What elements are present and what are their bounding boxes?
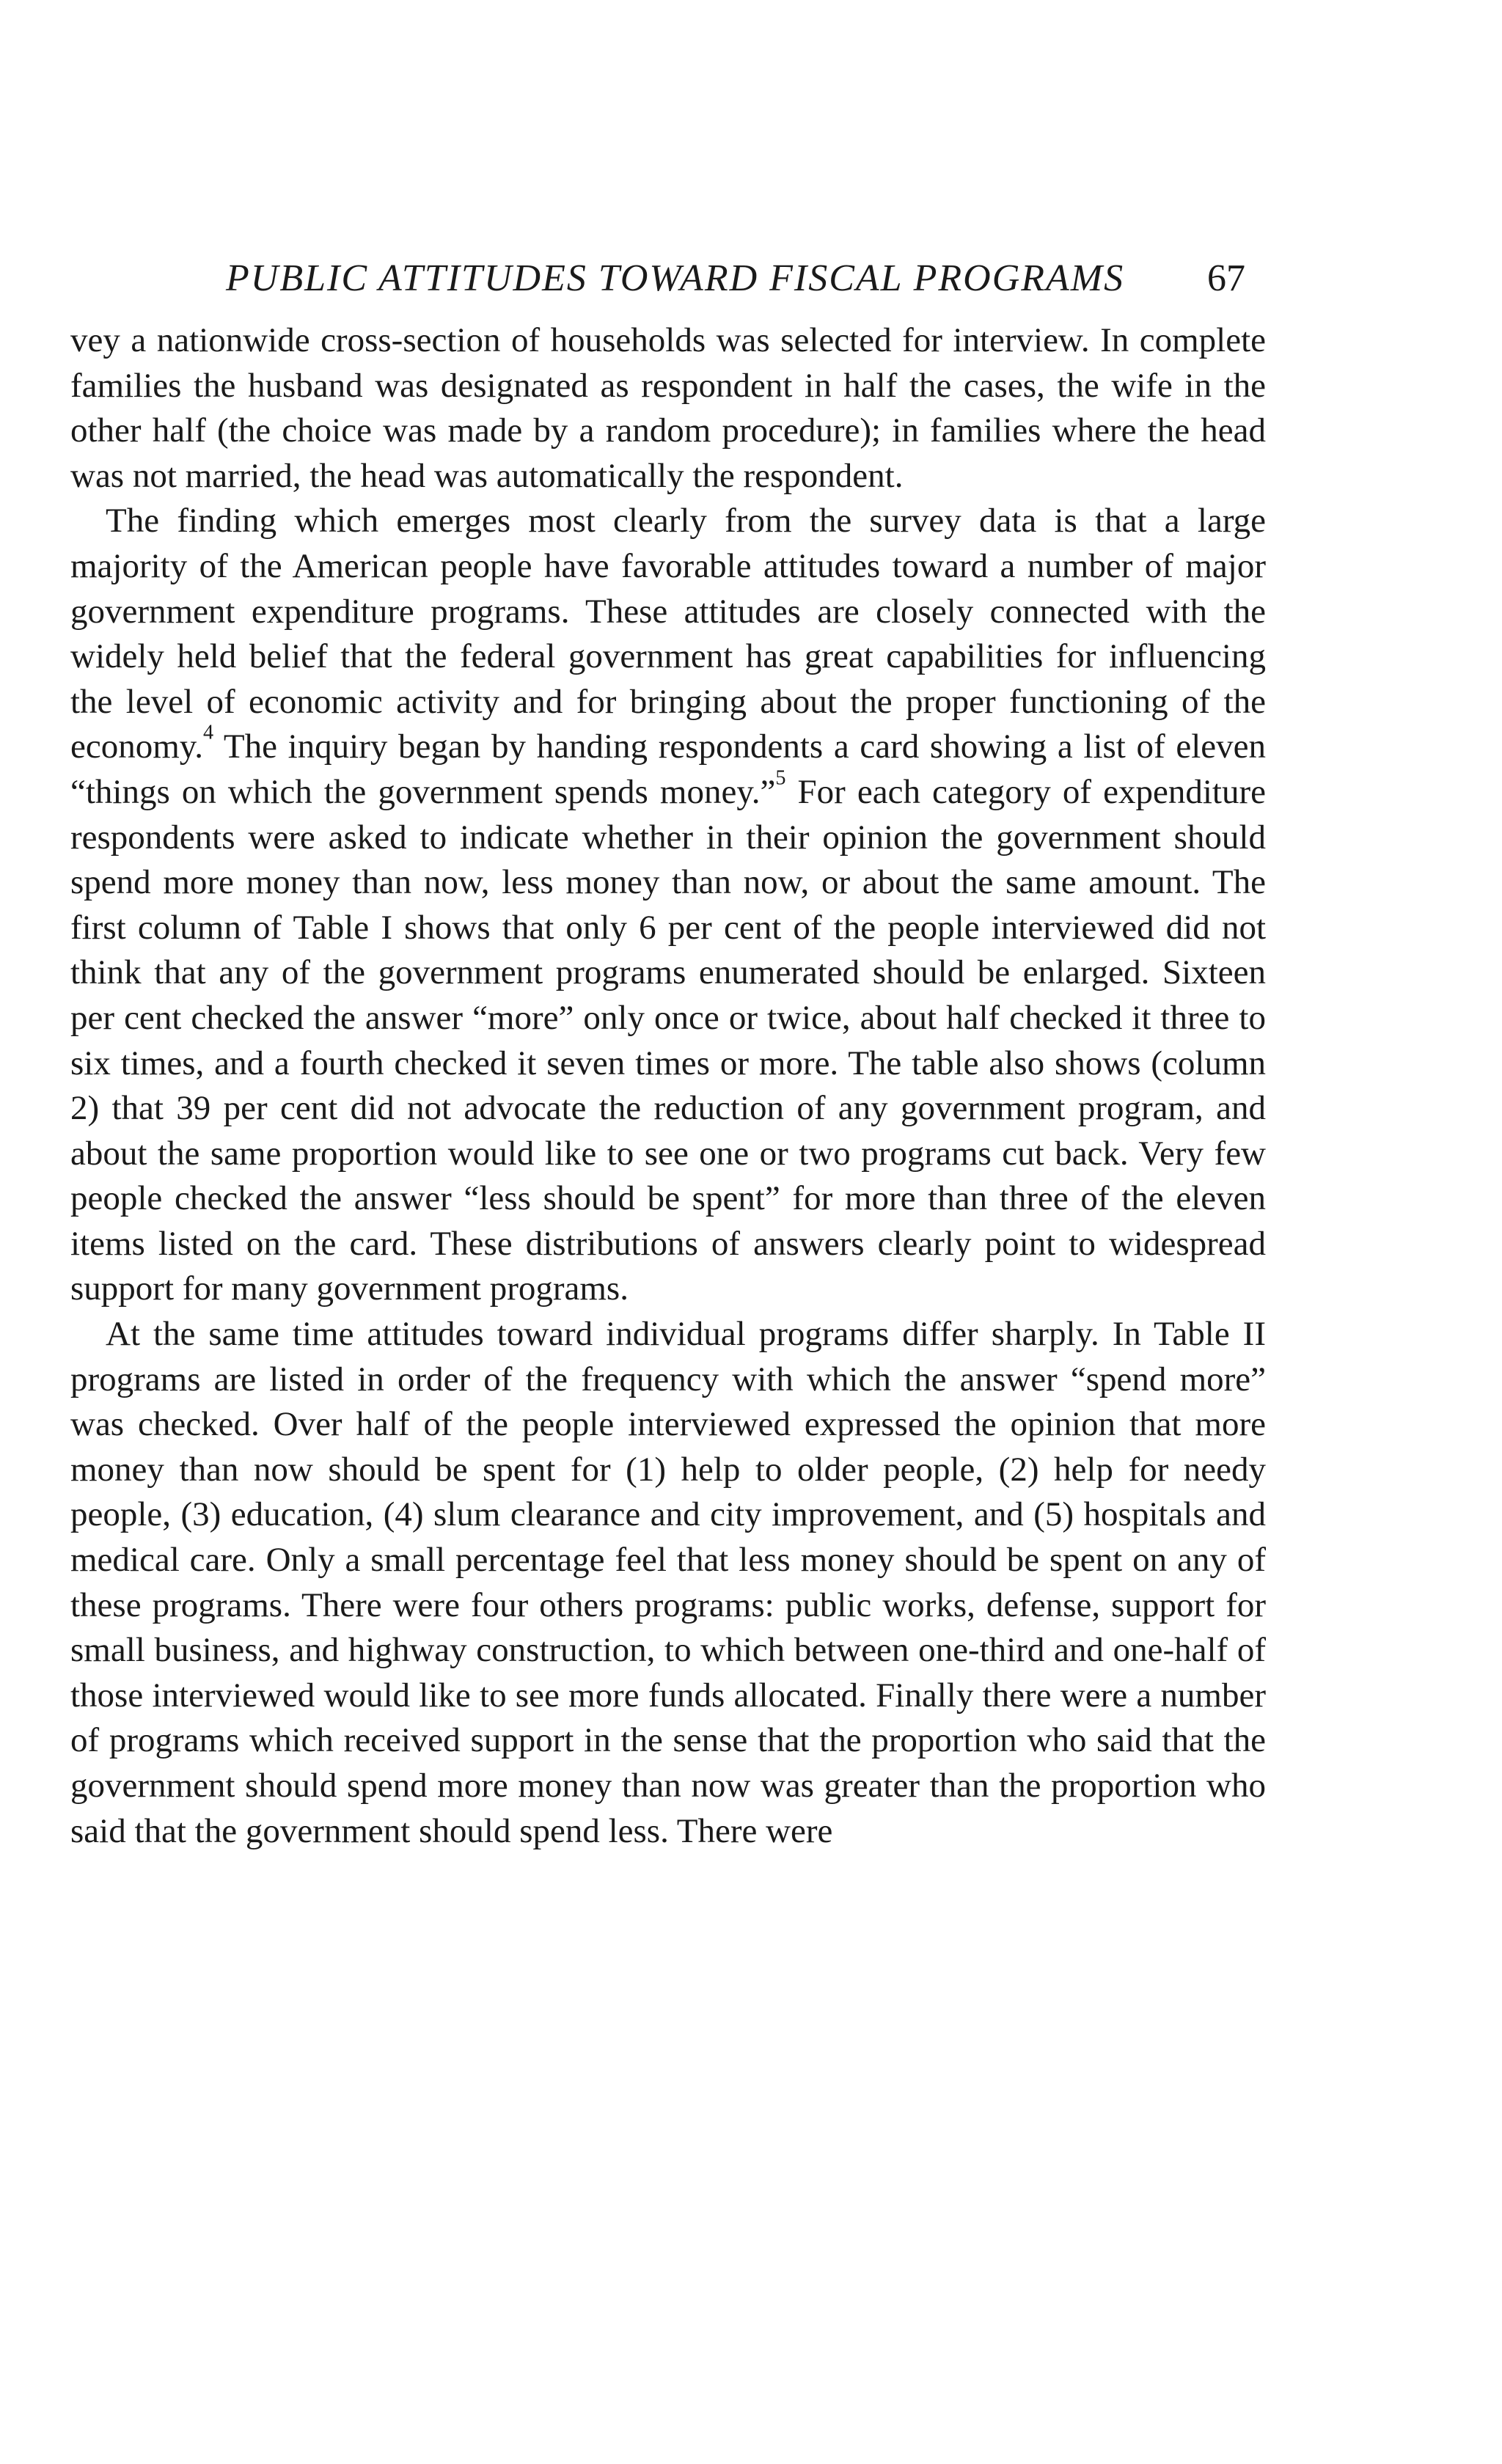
body-text: [70, 318, 1266, 1854]
paragraph: [70, 499, 1266, 1312]
paragraph: [70, 318, 1266, 499]
footnote-marker: 4: [202, 721, 214, 744]
paragraph-text: At the same time attitudes toward individual programs differ sharply. In Table II programs are listed in order of the frequency with which the answer “spend more” was checked. Over half of the people interviewed expressed the opinion that more money than now should be spent for (1) help to older people, (2) help for needy people, (3) education, (4) slum clearance and city improvement, and (5) hospitals and medical care. Only a small percentage feel that less money should be spent on any of these programs. There were four others programs: public works, defense, support for small business, and highway construction, to which between one-third and one-half of those interviewed would like to see more funds allocated. Finally there were a number of programs which received support in the sense that the proportion who said that the government should spend more money than now was greater than the proportion who said that the government should spend less. There were: [70, 1315, 1266, 1850]
paragraph-text: For each category of expenditure respondents were asked to indicate whether in their opinion the government should spend more money than now, less money than now, or about the same amount. The first column of Table I shows that only 6 per cent of the people interviewed did not think that any of the government programs enumerated should be enlarged. Sixteen per cent checked the answer “more” only once or twice, about half checked it three to six times, and a fourth checked it seven times or more. The table also shows (column 2) that 39 per cent did not advocate the reduction of any government program, and about the same proportion would like to see one or two programs cut back. Very few people checked the answer “less should be spent” for more than three of the eleven items listed on the card. These distributions of answers clearly point to widespread support for many government programs.: [70, 772, 1266, 1308]
page: [70, 249, 1266, 1854]
paragraph: [70, 1312, 1266, 1854]
paragraph-text: The inquiry began by handing respondents a card showing a list of eleven “things on which the government spends money.”: [70, 727, 1266, 811]
running-head: [70, 249, 1266, 308]
running-title: PUBLIC ATTITUDES TOWARD FISCAL PROGRAMS: [226, 257, 1125, 299]
paragraph-text: vey a nationwide cross-section of households was selected for interview. In complete families the husband was designated as respondent in half the cases, the wife in the other half (the choice was made by a random procedure); in families where the head was not married, the head was automatically the respondent.: [70, 321, 1266, 495]
footnote-marker: 5: [775, 766, 786, 790]
page-number: 67: [1207, 257, 1245, 299]
paragraph-text: The finding which emerges most clearly from the survey data is that a large majority of the American people have favorable attitudes toward a number of major government expenditure programs. These attitudes are closely connected with the widely held belief that the federal government has great capabilities for influencing the level of economic activity and for bringing about the proper functioning of the economy.: [70, 502, 1266, 766]
